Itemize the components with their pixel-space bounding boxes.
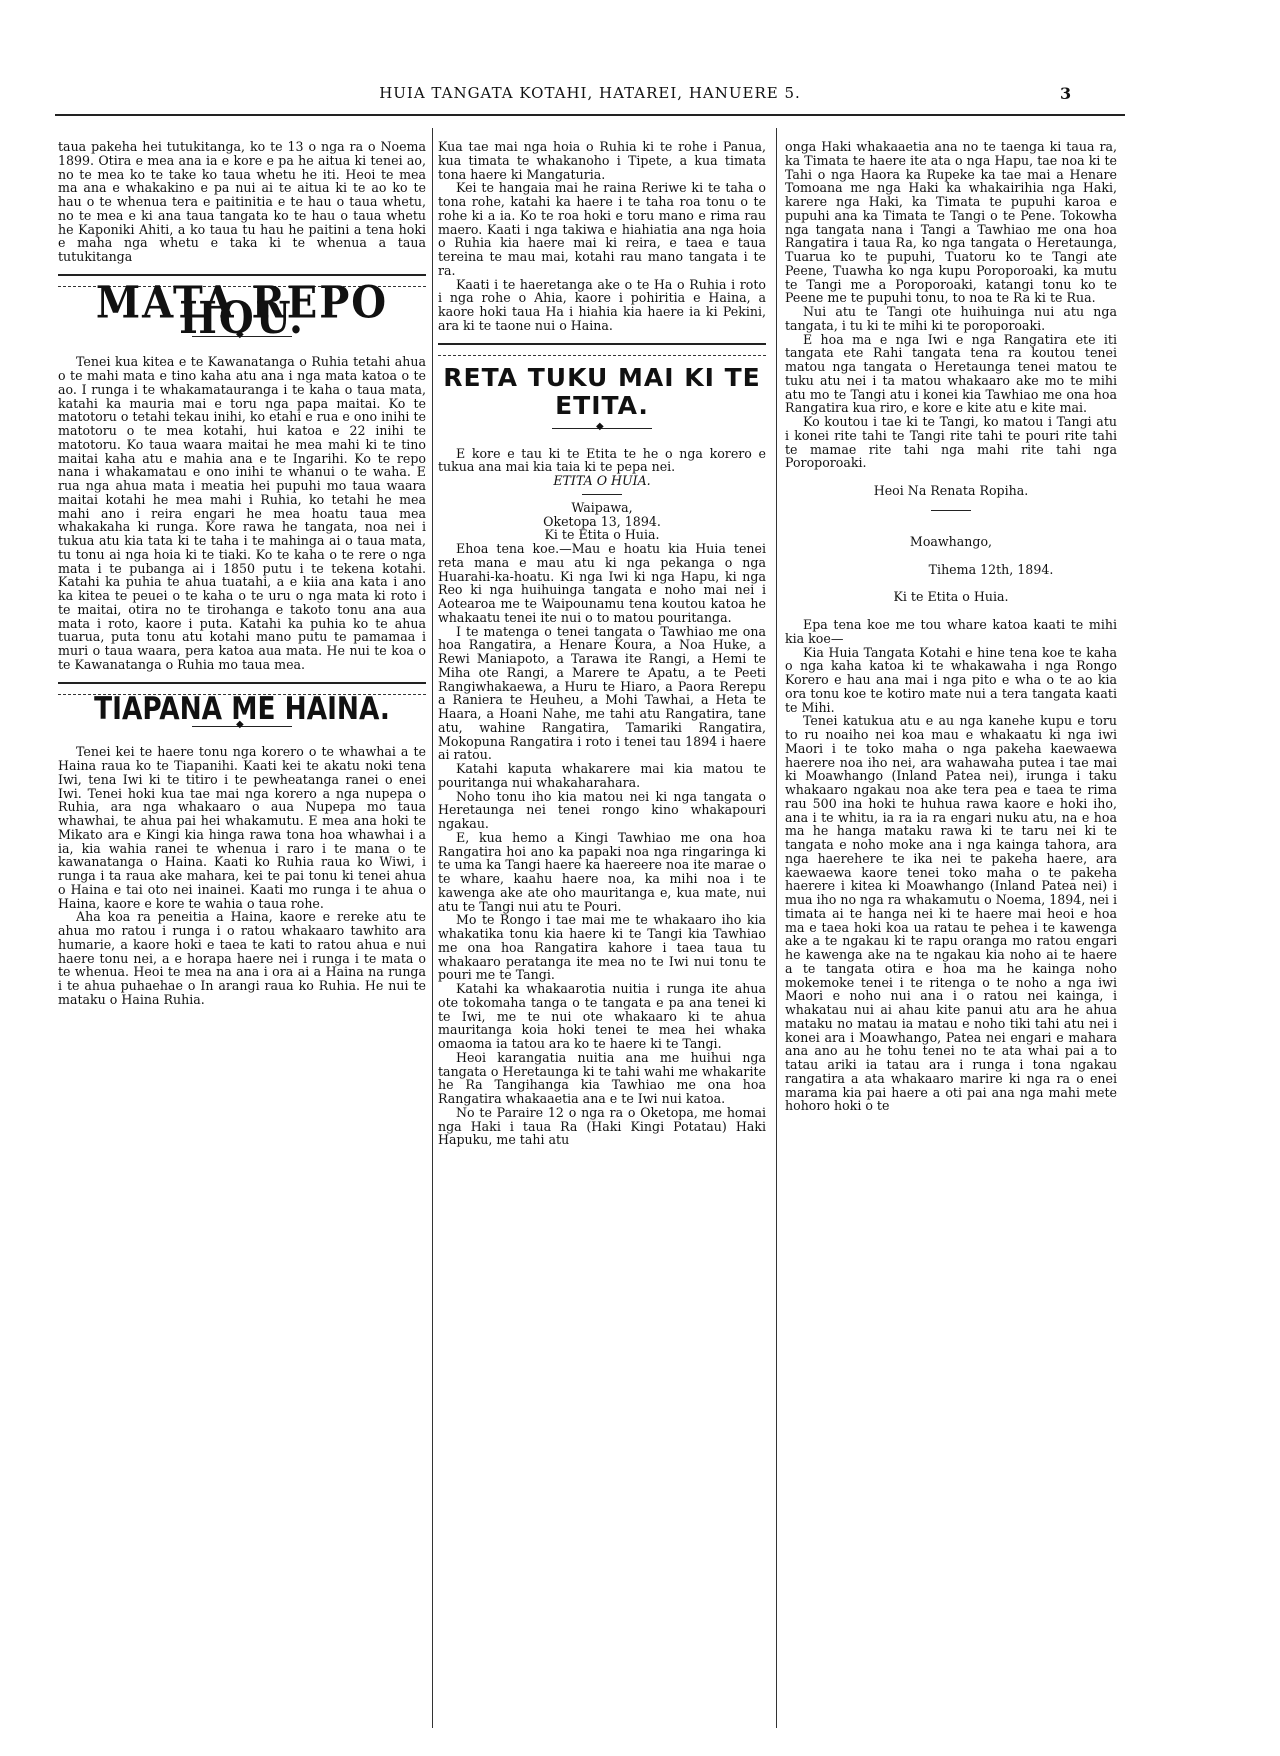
letter-paragraph: Tenei katukua atu e au nga kanehe kupu e toru to ru noaiho nei koa mau e whakaatu ki nga iwi Maori i te toko maha o nga pakeha kaewaewa haerere noa iho nei, ara wahawaha putea i tae mai ki Moawhango (Inland Patea nei), irunga i taku whakaaro ngakau noa ake tera pea e taea te rima rau 500 ina hoki te huhua rawa kaore e hoki iho, ana i te whitu, ia ra ia ra engari nuku atu, na e hoa ma he hanga mataku rawa ki te taru nei ki te tangata e noho moke ana i nga kainga tahora, ara nga haerehere te ika nei te pakeha haere, ara kaewaewa kaore tenei toko maha o te pakeha haerere i kitea ki Moawhango (Inland Patea nei) i mua iho no nga ra whakamutu o Noema, 1894, nei i timata ai te hanga nei ki te haere mai heoi e hoa ma e taea hoki koa ua ratau te pehea i te kawenga ake a te ngakau ki te rapu oranga mo ratou engari he kawenga ake na te ngakau kia noho ai te haere a te tangata otira e hoa ma he kainga noho mokemoke tenei i te ritenga o te noho a nga iwi Maori e noho nui ana i o ratou nei kainga, i whakatau nui ai ahau kite panui atu ara he ahua mataku no matau ia matau e noho tiki tahi atu nei i konei ara i Moawhango, Patea nei engari e mahara ana ano au he tohu tenei no te ata whai pai a to tatau ariki ia tatau ara i runga i tona ngakau rangatira a ata whakaaro marire ki nga ra o enei marama kia pai haere a oti pai ana nga mahi mete hohoro hoki o te xyxy=(785,713,1117,1114)
letter-paragraph: I te matenga o tenei tangata o Tawhiao me ona hoa Rangatira, a Henare Koura, a Noa Huke, a Rewi Maniapoto, a Tarawa ite Rangi, a Hemi te Miha ote Rangi, a Marere te Apatu, a te Peeti Rangiwhakaewa, a Huru te Hiaro, a Paora Rerepu a Raniera te Heuheu, a Mohi Tawhai, a Heta te Haara, a Hoani Nahe, me tahi atu Rangatira, tane atu, wahine Rangatira, Tamariki Rangatira, Mokopuna Rangatira i roto i tenei tau 1894 i haere ai ratou. xyxy=(438,623,766,763)
letter-paragraph: Ehoa tena koe.—Mau e hoatu kia Huia tenei reta mana e mau atu ki nga pekanga o nga Huarahi-ka-hoatu. Ki nga Iwi ki nga Hapu, ki nga Reo ki nga huihuinga tangata e noho mai nei i Aotearoa me te Waipounamu tena koutou katoa he whakaatu tenei ite nui o to matou pouritanga. xyxy=(438,541,766,625)
letter-paragraph: Noho tonu iho kia matou nei ki nga tangata o Heretaunga nei tenei rongo kino whakapouri ngakau. xyxy=(438,788,766,831)
letter-paragraph: Ko koutou i tae ki te Tangi, ko matou i Tangi atu i konei rite tahi te Tangi rite tahi te pouri rite tahi te mamae rite tahi nga mahi rite tahi nga Poroporoaki. xyxy=(785,414,1117,471)
letter-paragraph: Katahi kaputa whakarere mai kia matou te pouritanga nui whakaharahara. xyxy=(438,761,766,790)
article-paragraph: Aha koa ra peneitia a Haina, kaore e rereke atu te ahua mo ratou i runga i o ratou whakaaro tawhito ara humarie, a kaore hoki e taea te kati to ratou ahua e nui haere tonu nei, a e horapa haere nei i runga i te mata o te whenua. Heoi te mea na ana i ora ai a Haina na runga i te ahua puhaehae o In arangi raua ko Ruhia. He nui te mataku o Haina Ruhia. xyxy=(58,909,426,1007)
column-divider xyxy=(432,128,433,1728)
page-number: 3 xyxy=(1060,84,1072,103)
letter-signoff: Heoi Na Renata Ropiha. xyxy=(873,483,1029,498)
letter-date: Oketopa 13, 1894. xyxy=(543,513,661,529)
letter-paragraph: E hoa ma e nga Iwi e nga Rangatira ete iti tangata ete Rahi tangata tena ra koutou tenei matou nga tangata o Heretaunga tenei matou te tuku atu nei i ta matou whakaaro ake mo te mihi atu mo te Tangi atu i konei kia Tawhiao me ona hoa Rangatira kua riro, e kore e kite atu e kite mai. xyxy=(785,331,1117,416)
letter-date: Tihema 12th, 1894. xyxy=(928,561,1054,577)
column-divider xyxy=(776,128,777,1728)
letter-paragraph: Mo te Rongo i tae mai me te whakaaro iho kia whakatika tonu kia haere ki te Tangi kia Tawhiao me ona hoa Rangatira kahore i taea taua tu whakaaro peratanga ite mea no te Iwi nui tonu te pouri me te Tangi. xyxy=(438,912,766,983)
article-title: MATA REPO HOU. xyxy=(95,276,389,344)
letter-paragraph: onga Haki whakaaetia ana no te taenga ki taua ra, ka Timata te haere ite ata o nga Hapu, tae noa ki te Tahi o nga Haora ka Rupeke ka tae mai a Henare Tomoana me nga Haki ka whakairihia nga Haki, karere nga Haki, ka Timata te pupuhi karoa e pupuhi ana ka Timata te Tangi o te Pene. Tokowha nga tangata nana i Tangi a Tawhiao me ona hoa Rangatira i taua Ra, ko nga tangata o Heretaunga, Tuarua ko te pupuhi, Tuatoru ko te Tangi ate Peene, Tuawha ko nga kupu Poroporoaki, ka mutu te Tangi me a Poroporoaki, katangi tonu ko te Peene me te pupuhi tonu, to noa te Ra ki te Rua. xyxy=(785,139,1117,306)
letter-paragraph: Nui atu te Tangi ote huihuinga nui atu nga tangata, i tu ki te mihi ki te poroporoaki. xyxy=(785,304,1117,333)
article-paragraph: Kei te hangaia mai he raina Reriwe ki te taha o tona rohe, katahi ka haere i te taha roa tonu o te rohe ki a ia. Ko te roa hoki e toru mano e rima rau maero. Kaati i nga takiwa e hiahiatia ana nga hoia o Ruhia kia haere mai ki reira, e taea e taua tereina te mau mai, kotahi rau mano tangata i te ra. xyxy=(438,180,766,278)
letter-place: Moawhango, xyxy=(909,533,993,549)
letter-paragraph: No te Paraire 12 o nga ra o Oketopa, me homai nga Haki i taua Ra (Haki Kingi Potatau) Haki Hapuku, me tahi atu xyxy=(438,1104,766,1148)
letter-paragraph: Heoi karangatia nuitia ana me huihui nga tangata o Heretaunga ki te tahi wahi me whakarite he Ra Tangihanga kia Tawhiao me ona hoa Rangatira whakaaetia ana e te Iwi nui katoa. xyxy=(438,1049,766,1106)
newspaper-header: HUIA TANGATA KOTAHI, HATAREI, HANUERE 5. xyxy=(379,84,801,102)
letter-salutation: Ki te Etita o Huia. xyxy=(893,589,1009,605)
article-paragraph: Tenei kei te haere tonu nga korero o te whawhai a te Haina raua ko te Tiapanihi. Kaati kei te akatu noki tena Iwi, tena Iwi ki te titiro i te pewheatanga ranei o enei Iwi. Tenei hoki kua tae mai nga korero a nga nupepa o Ruhia, ara nga whakaaro o aua Nupepa mo taua whawhai, te ahua pai hei whakamutu. E mea ana hoki te Mikato ara e Kingi kia hinga rawa tona hoa whawhai i a ia, kia wahia ranei te whenua i raro i te mana o te kawanatanga o Haina. Kaati ko Ruhia raua ko Wiwi, i runga i ta raua ake mahara, kei te pai tonu ki tenei ahua o Haina e tai oto nei inainei. Kaati mo runga i te ahua o Haina, kaore e kore te wahia o taua rohe. xyxy=(58,744,426,911)
ornament-divider xyxy=(192,336,292,337)
letter-place: Waipawa, xyxy=(571,499,633,515)
column-3 xyxy=(785,140,1117,1113)
editor-notice: E kore e tau ki te Etita te he o nga korero e tukua ana mai kia taia ki te pepa nei. xyxy=(438,445,766,475)
letter-paragraph: Epa tena koe me tou whare katoa kaati te mihi kia koe— xyxy=(785,617,1117,646)
letter-paragraph: Kia Huia Tangata Kotahi e hine tena koe te kaha o nga kaha katoa ki te whakawaha i nga Rongo Korero e hau ana mai i nga pito e wha o te ao kia ora tonu koe te kotiro mate nui a tera tangata kaati te Mihi. xyxy=(785,644,1117,715)
article-title: RETA TUKU MAI KI TE ETITA. xyxy=(443,362,761,420)
ornament-divider xyxy=(552,428,652,429)
editor-signature: ETITA O HUIA. xyxy=(553,473,651,488)
letter-salutation: Ki te Etita o Huia. xyxy=(544,527,660,543)
article-paragraph: Tenei kua kitea e te Kawanatanga o Ruhia tetahi ahua o te mahi mata e tino kaha atu ana i nga mata katoa o te ao. I runga i te whakamatauranga i te kaha o taua mata, katahi ka mauria mai e toru nga papa maitai. Ko te matotoru o tetahi tekau inihi, ko etahi e rua e ono inihi te matotoru o te mea kotahi, hui katoa e 22 inihi te matotoru. Ko taua waara maitai he mea mahi ki te tino maitai kaha atu e mahia ana e te Ingarihi. Ko te repo nana i whakamatau e ono inihi te whanui o te waha. E rua nga ahua mata i meatia hei pupuhi mo taua waara maitai kotahi he mea mahi i Ruhia, ko tetahi he mea mahi ano i reira engari he mea hoatu taua mea whakakaha ki runga. Kore rawa he tangata, noa nei i tukua atu kia tata ki te taha i te mahinga ai o taua mata, tu tonu ai nga hoia ki te tiaki. Ko te kaha o te rere o nga mata i te pubanga ai i 1850 putu i te tekena kotahi. Katahi ka puhia te ahua tuatahi, a e kiia ana kata i ano ka kitea te peuei o te kaha o te uru o nga mata ki roto i te maitai, otira no te tirohanga e takoto tonu ana aua mata i roto, kaore i puta. Katahi ka puhia ko te ahua tuarua, puta tonu atu kotahi mano putu te pamamaa i muri o taua waara, pera katoa aua mata. He nui te koa o te Kawanatanga o Ruhia mo taua mea. xyxy=(58,354,426,672)
section-divider xyxy=(438,343,766,356)
ornament-divider xyxy=(192,726,292,727)
letter-paragraph: Katahi ka whakaarotia nuitia i runga ite ahua ote tokomaha tanga o te tangata e pa ana tenei ki te Iwi, me te nui ote whakaaro ki te ahua mauritanga koia hoki tenei te mea hei whaka omaoma ia tatou ara ko te haere ki te Tangi. xyxy=(438,981,766,1051)
article-paragraph: Kua tae mai nga hoia o Ruhia ki te rohe i Panua, kua timata te whakanoho i Tipete, a kua timata tona haere ki Mangaturia. xyxy=(438,139,766,182)
article-paragraph: Kaati i te haeretanga ake o te Ha o Ruhia i roto i nga rohe o Ahia, kaore i pohiritia e Haina, a kaore hoki taua Ha i hiahia kia haere ia ki Pekini, ara ki te taone nui o Haina. xyxy=(438,276,766,333)
article-paragraph: taua pakeha hei tutukitanga, ko te 13 o nga ra o Noema 1899. Otira e mea ana ia e kore e pa he aitua ki tenei ao, no te mea ko te take ko taua whetu he iti. Heoi te mea ma ana e whakakino e pa nui ai te aitua ki te ao ko te hau o te whenua tera e paitinitia e te hau o taua whetu, no te mea e ki ana taua tangata ko te hau o taua whetu he Kaponiki Ahiti, a ko taua tu hau he paitini a tena hoki e maha nga whetu e taka ki te whenua a taua tutukitanga xyxy=(58,139,426,264)
column-2 xyxy=(438,140,766,1147)
header-rule xyxy=(55,114,1125,116)
article-title: TIAPANA ME HAINA. xyxy=(94,690,390,727)
letter-paragraph: E, kua hemo a Kingi Tawhiao me ona hoa Rangatira hoi ano ka papaki noa nga ringaringa ki te uma ka Tangi haere ka haereere noa ite marae o te whare, kaahu haere noa, ka mihi noa i te kawenga ake ate oho mauritanga e, kua mate, nui atu te Tangi nui atu te Pouri. xyxy=(438,829,766,914)
short-rule xyxy=(931,510,971,511)
short-rule xyxy=(582,494,622,495)
column-1 xyxy=(58,140,426,1007)
